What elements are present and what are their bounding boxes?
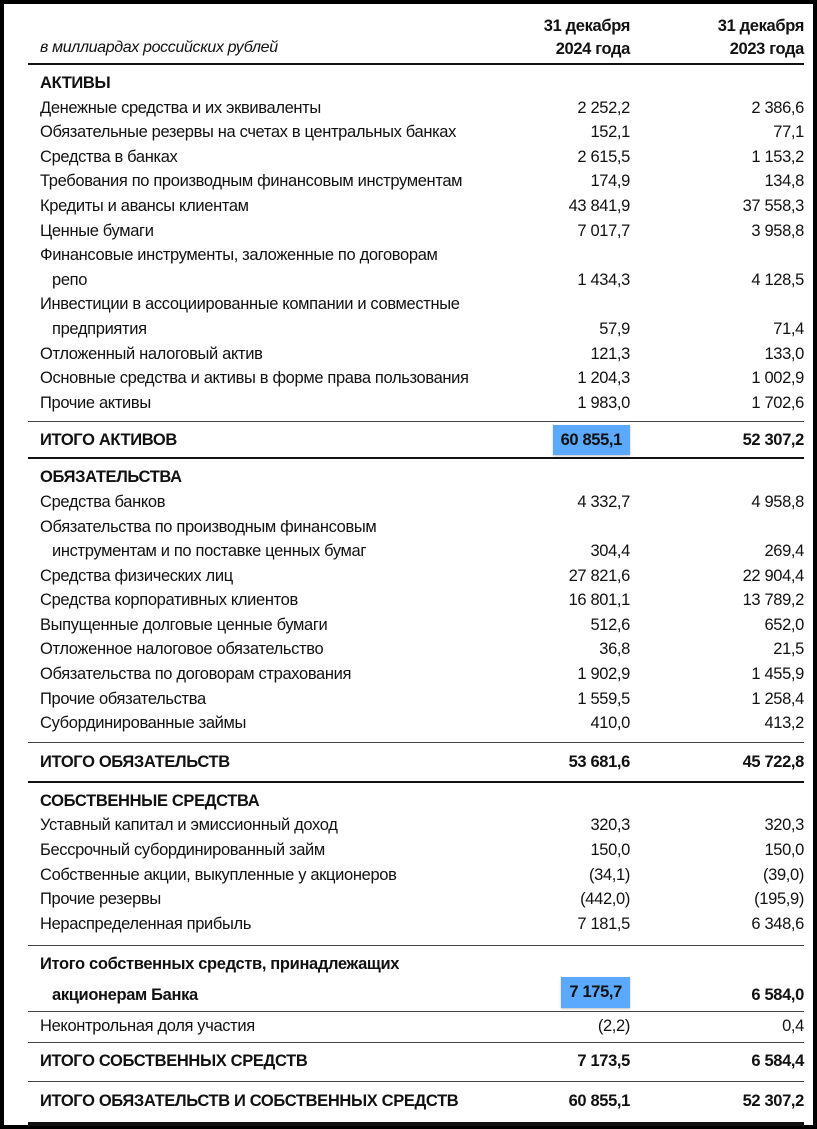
table-row: Обязательства по договорам страхования 1 902,9 1 455,9 — [40, 665, 804, 684]
assets-rows — [28, 96, 804, 422]
table-row: Отложенное налоговое обязательство 36,8 21,5 — [40, 640, 804, 659]
table-row: Собственные акции, выкупленные у акционеров (34,1) (39,0) — [40, 865, 804, 884]
table-row-label-line1: Инвестиции в ассоциированные компании и совместные — [40, 295, 460, 314]
table-row: Денежные средства и их эквиваленты 2 252,2 2 386,6 — [40, 98, 804, 117]
total-assets-row: ИТОГО АКТИВОВ 60 855,1 52 307,2 — [28, 422, 804, 457]
table-row: Прочие резервы (442,0) (195,9) — [40, 890, 804, 909]
table-row: Субординированные займы 410,0 413,2 — [40, 714, 804, 733]
table-row: Отложенный налоговый актив 121,3 133,0 — [40, 344, 804, 363]
table-row: Средства в банках 2 615,5 1 153,2 — [40, 147, 804, 166]
column-header-2024: 31 декабря 2024 года — [543, 17, 630, 58]
non-controlling-interest-row: Неконтрольная доля участия (2,2) 0,4 — [40, 1017, 804, 1036]
table-row: Требования по производным финансовым инструментам 174,9 134,8 — [40, 172, 804, 191]
total-liabilities-row: ИТОГО ОБЯЗАТЕЛЬСТВ 53 681,6 45 722,8 — [40, 752, 804, 771]
table-row: Выпущенные долговые ценные бумаги 512,6 652,0 — [40, 615, 804, 634]
total-equity-row: ИТОГО СОБСТВЕННЫХ СРЕДСТВ 7 173,5 6 584,4 — [40, 1052, 804, 1071]
grand-total-row: ИТОГО ОБЯЗАТЕЛЬСТВ И СОБСТВЕННЫХ СРЕДСТВ 60 855,1 52 307,2 — [40, 1092, 804, 1111]
table-row: репо 1 434,3 4 128,5 — [52, 270, 804, 289]
balance-sheet-table — [28, 4, 804, 1126]
table-row: Нераспределенная прибыль 7 181,5 6 348,6 — [40, 914, 804, 933]
table-row: Кредиты и авансы клиентам 43 841,9 37 558,3 — [40, 196, 804, 215]
highlighted-value: 7 175,7 — [561, 977, 630, 1008]
table-row: Уставный капитал и эмиссионный доход 320,3 320,3 — [40, 816, 804, 835]
table-row-label-line1: Обязательства по производным финансовым — [40, 517, 377, 536]
section-title-liabilities: ОБЯЗАТЕЛЬСТВА — [40, 468, 182, 487]
document-frame — [4, 4, 813, 1125]
table-row: Прочие активы 1 983,0 1 702,6 — [40, 393, 804, 412]
section-title-assets: АКТИВЫ — [40, 74, 111, 92]
table-row: Ценные бумаги 7 017,7 3 958,8 — [40, 221, 804, 240]
table-row-label-line1: Финансовые инструменты, заложенные по договорам — [40, 246, 438, 265]
shareholders-equity-label-line1: Итого собственных средств, принадлежащих — [40, 955, 400, 974]
table-row: предприятия 57,9 71,4 — [52, 319, 804, 338]
table-row: Прочие обязательства 1 559,5 1 258,4 — [40, 689, 804, 708]
column-header-2023: 31 декабря 2023 года — [717, 17, 804, 58]
table-row: Бессрочный субординированный займ 150,0 150,0 — [40, 841, 804, 860]
table-row: Средства банков 4 332,7 4 958,8 — [40, 492, 804, 511]
section-title-equity: СОБСТВЕННЫЕ СРЕДСТВА — [40, 791, 260, 810]
highlighted-value: 60 855,1 — [553, 425, 630, 456]
divider — [28, 1122, 804, 1126]
table-header — [28, 4, 804, 63]
table-row: Средства корпоративных клиентов 16 801,1 13 789,2 — [40, 591, 804, 610]
table-row: инструментам и по поставке ценных бумаг 304,4 269,4 — [52, 542, 804, 561]
table-row: Средства физических лиц 27 821,6 22 904,4 — [40, 566, 804, 585]
units-label: в миллиардах российских рублей — [40, 39, 278, 57]
table-row: Основные средства и активы в форме права пользования 1 204,3 1 002,9 — [40, 369, 804, 388]
shareholders-equity-row: акционерам Банка 7 175,7 6 584,0 — [28, 977, 804, 1011]
table-row: Обязательные резервы на счетах в центральных банках 152,1 77,1 — [40, 123, 804, 142]
